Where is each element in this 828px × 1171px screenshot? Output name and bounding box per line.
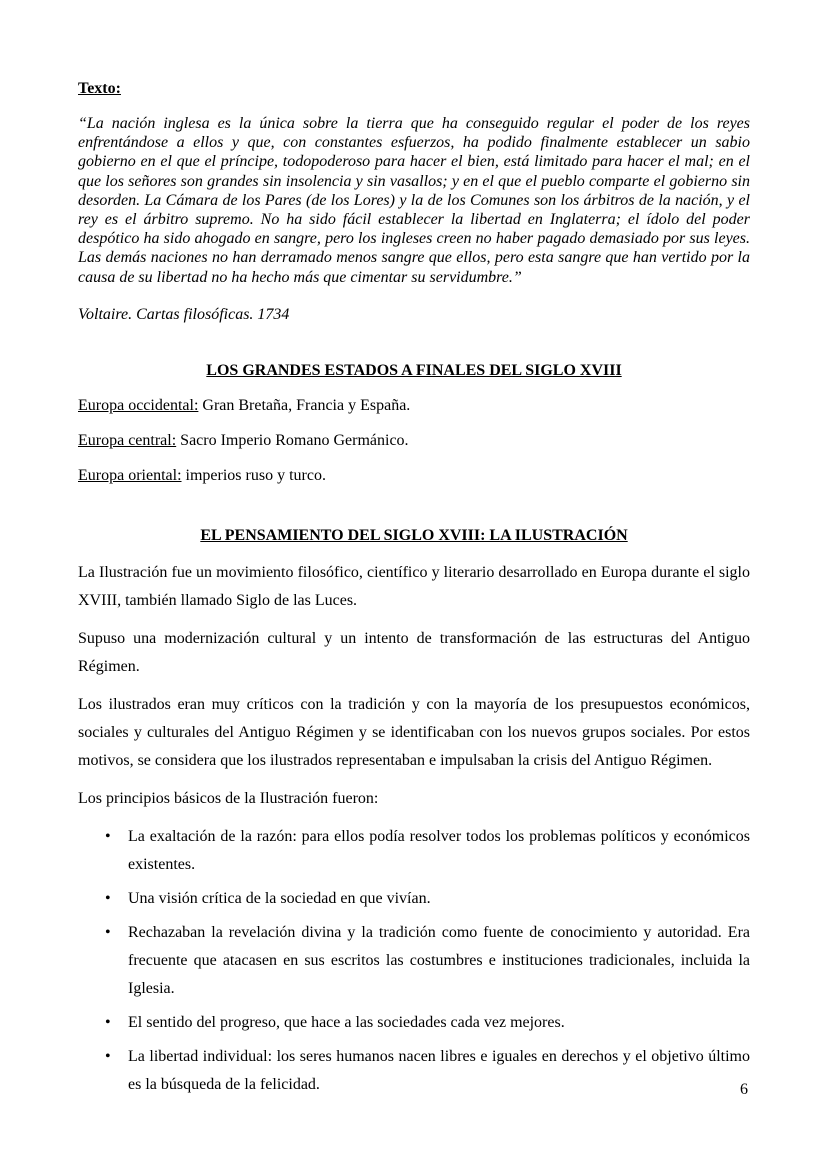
ilustracion-paragraph-3: Los ilustrados eran muy críticos con la tradición y con la mayoría de los presupuestos económicos, sociales y culturales del Antiguo Régimen y se identificaban con los nuevos grupos sociales. Por estos motivos, se considera que los ilustrados representaban e impulsaban la crisis del Antiguo Régimen.: [78, 696, 750, 770]
list-item: [78, 1043, 750, 1099]
quote-attribution: Voltaire. Cartas filosóficas. 1734: [78, 305, 290, 323]
ilustracion-paragraph-1: La Ilustración fue un movimiento filosófico, científico y literario desarrollado en Europa durante el siglo XVIII, también llamado Siglo de las Luces.: [78, 564, 750, 610]
list-item-text: El sentido del progreso, que hace a las sociedades cada vez mejores.: [128, 1014, 565, 1032]
estado-label-central: Europa central:: [78, 432, 177, 450]
list-item-text: La exaltación de la razón: para ellos podía resolver todos los problemas políticos y económicos existentes.: [128, 828, 750, 874]
bullet-icon: •: [105, 1048, 111, 1066]
list-item: [78, 1009, 750, 1037]
section-heading-ilustracion-text: EL PENSAMIENTO DEL SIGLO XVIII: LA ILUSTRACIÓN: [200, 527, 628, 545]
list-item: [78, 919, 750, 1003]
estado-text-occidental: Gran Bretaña, Francia y España.: [198, 396, 411, 414]
bullet-icon: •: [105, 924, 111, 942]
section-heading-estados: [78, 362, 750, 380]
principles-list: [78, 823, 750, 1099]
estado-item-oriental: [78, 466, 750, 485]
list-item-text: La libertad individual: los seres humanos nacen libres e iguales en derechos y el objetivo último es la búsqueda de la felicidad.: [128, 1048, 750, 1094]
estado-label-occidental: Europa occidental:: [78, 396, 199, 414]
list-item-text: Rechazaban la revelación divina y la tradición como fuente de conocimiento y autoridad. Era frecuente que atacasen en sus escritos las costumbres e instituciones tradicionales, incluida la Iglesia.: [128, 924, 750, 998]
bullet-icon: •: [105, 1014, 111, 1032]
estado-item-occidental: [78, 396, 750, 415]
bullet-icon: •: [105, 828, 111, 846]
page-number: 6: [740, 1081, 748, 1098]
ilustracion-paragraph-4: Los principios básicos de la Ilustración fueron:: [78, 790, 379, 808]
section-heading-ilustracion: [78, 527, 750, 545]
estado-text-central: Sacro Imperio Romano Germánico.: [176, 432, 409, 450]
section-heading-estados-text: LOS GRANDES ESTADOS A FINALES DEL SIGLO XVIII: [206, 361, 622, 379]
texto-heading: Texto:: [78, 80, 121, 97]
quote-paragraph: “La nación inglesa es la única sobre la tierra que ha conseguido regular el poder de los reyes enfrentándose a ellos y que, con constantes esfuerzos, ha podido finalmente establecer un sabio gobierno en el que el príncipe, todopoderoso para hacer el bien, está limitado para hacer el mal; en el que los señores son grandes sin insolencia y sin vasallos; y en el que el pueblo comparte el gobierno sin desorden. La Cámara de los Pares (de los Lores) y la de los Comunes son los árbitros de la nación, y el rey es el árbitro supremo. No ha sido fácil establecer la libertad en Inglaterra; el ídolo del poder despótico ha sido ahogado en sangre, pero los ingleses creen no haber pagado demasiado por sus leyes. Las demás naciones no han derramado menos sangre que ellos, pero esta sangre que han vertido por la causa de su libertad no ha hecho más que cimentar su servidumbre.”: [78, 115, 750, 286]
estado-label-oriental: Europa oriental:: [78, 467, 182, 485]
ilustracion-paragraph-2: Supuso una modernización cultural y un intento de transformación de las estructuras del Antiguo Régimen.: [78, 630, 750, 676]
bullet-icon: •: [105, 890, 111, 908]
list-item: [78, 885, 750, 913]
list-item: [78, 823, 750, 879]
estado-item-central: [78, 431, 750, 450]
list-item-text: Una visión crítica de la sociedad en que vivían.: [128, 890, 431, 908]
estado-text-oriental: imperios ruso y turco.: [181, 467, 326, 485]
